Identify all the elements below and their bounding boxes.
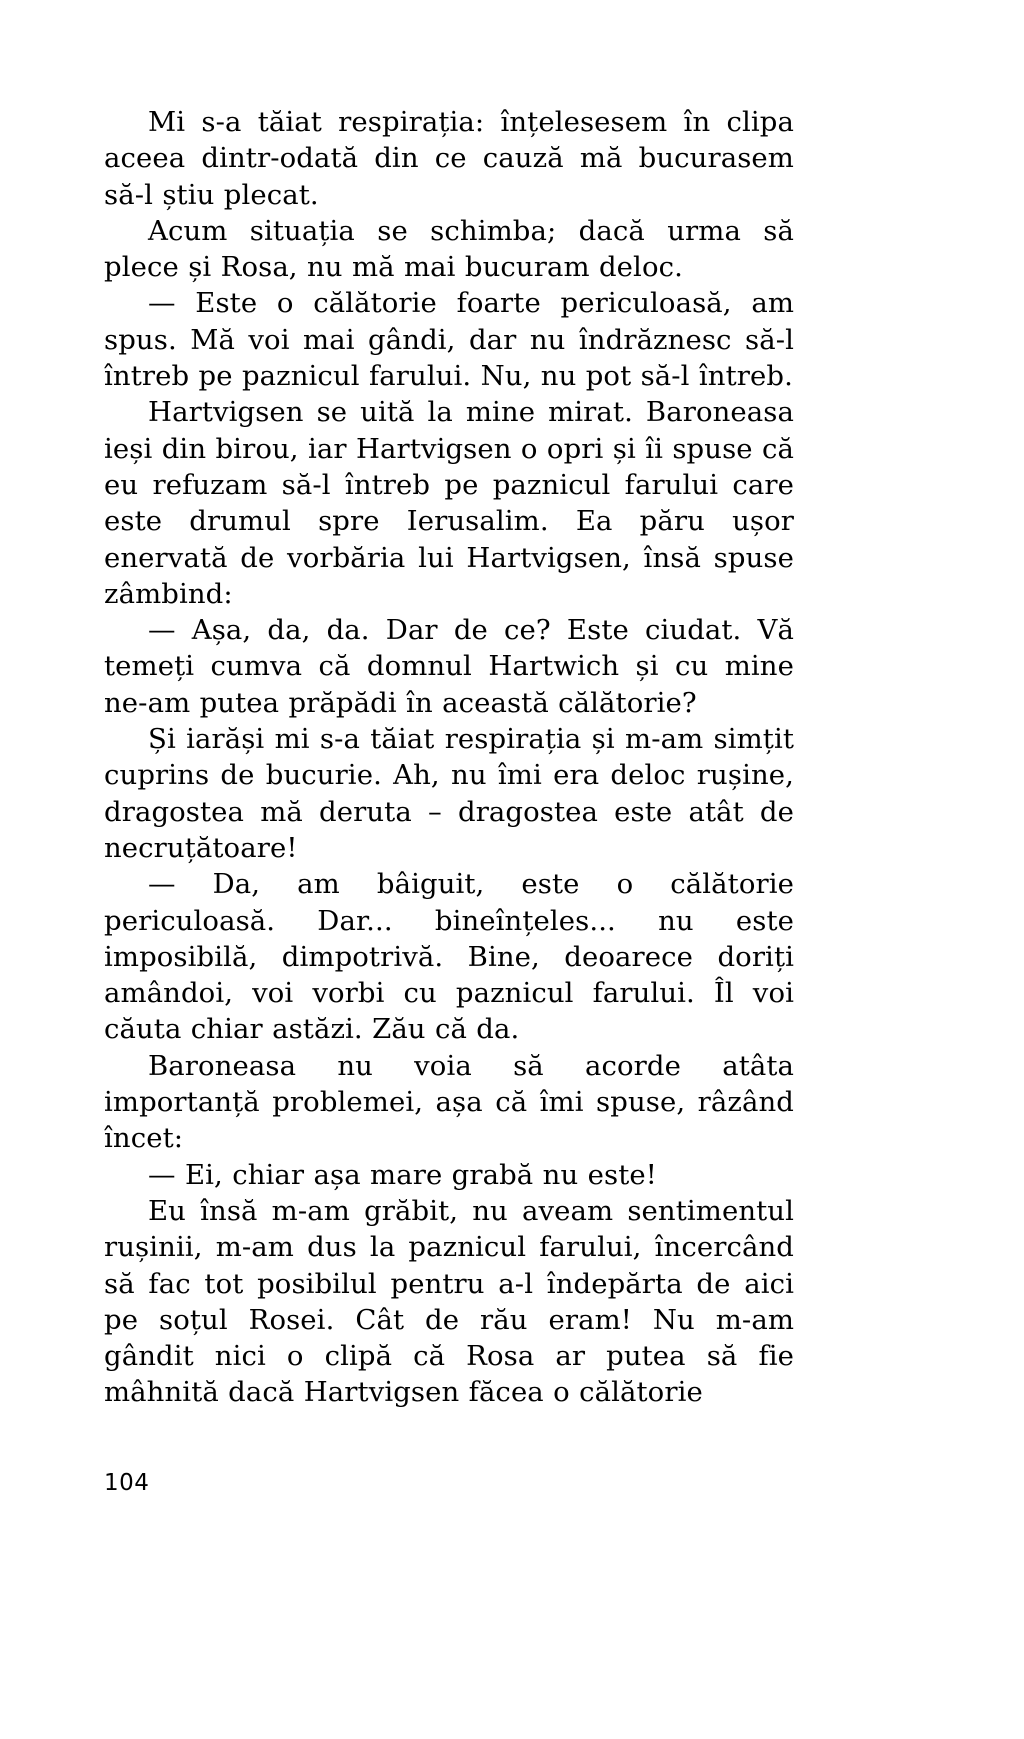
paragraph: Eu însă m-am grăbit, nu aveam sentimentul rușinii, m-am dus la paznicul farului, încercând să fac tot posibilul pentru a-l îndepărta de aici pe soțul Rosei. Cât de rău eram! Nu m-am gândit nici o clipă că Rosa ar putea să fie mâhnită dacă Hartvigsen făcea o călătorie <box>104 1194 794 1409</box>
paragraph: Și iarăși mi s-a tăiat respirația și m-am simțit cuprins de bucurie. Ah, nu îmi era deloc rușine, dragostea mă deruta – dragostea este atât de necruțătoare! <box>104 723 794 864</box>
paragraph: Acum situația se schimba; dacă urma să plece și Rosa, nu mă mai bucuram deloc. <box>104 214 794 284</box>
page-number: 104 <box>104 1470 150 1496</box>
paragraph: — Așa, da, da. Dar de ce? Este ciudat. Vă temeți cumva că domnul Hartwich și cu mine ne-am putea prăpădi în această călătorie? <box>104 614 794 719</box>
paragraph: Baroneasa nu voia să acorde atâta importanță problemei, așa că îmi spuse, râzând încet: <box>104 1049 794 1155</box>
body-text-column <box>104 104 794 1411</box>
paragraph: Mi s-a tăiat respirația: înțelesesem în clipa aceea dintr-odată din ce cauză mă bucurasem să-l știu plecat. <box>104 106 794 211</box>
paragraph: Hartvigsen se uită la mine mirat. Baroneasa ieși din birou, iar Hartvigsen o opri și îi spuse că eu refuzam să-l întreb pe paznicul farului care este drumul spre Ierusalim. Ea păru ușor enervată de vorbăria lui Hartvigsen, însă spuse zâmbind: <box>104 396 794 610</box>
paragraph: — Da, am bâiguit, este o călătorie periculoasă. Dar... bineînțeles... nu este imposibilă, dimpotrivă. Bine, deoarece doriți amândoi, voi vorbi cu paznicul farului. Îl voi căuta chiar astăzi. Zău că da. <box>104 868 794 1046</box>
paragraph: — Este o călătorie foarte periculoasă, am spus. Mă voi mai gândi, dar nu îndrăznesc să-l întreb pe paznicul farului. Nu, nu pot să-l întreb. <box>104 287 794 393</box>
paragraph: — Ei, chiar așa mare grabă nu este! <box>148 1158 657 1191</box>
